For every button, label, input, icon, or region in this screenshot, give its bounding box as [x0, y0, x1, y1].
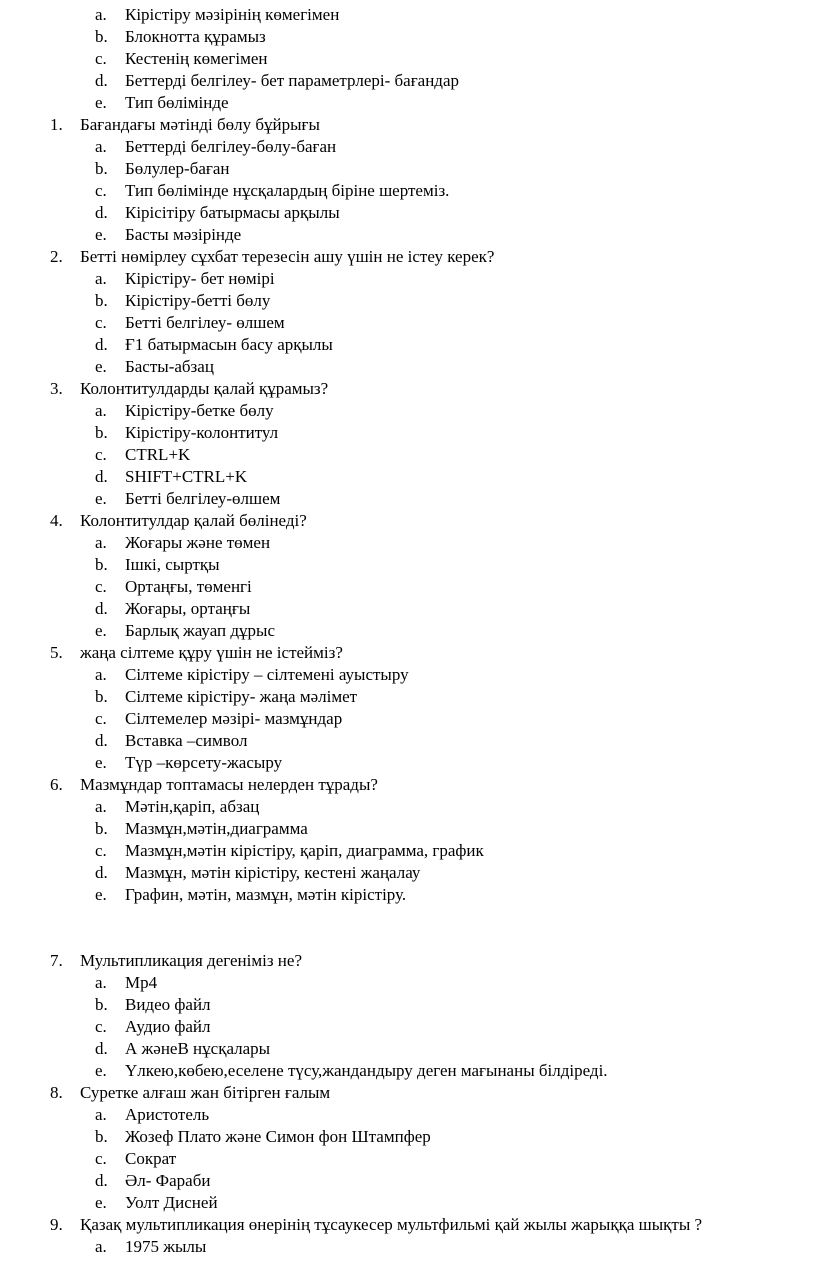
option-text: 1975 жылы	[125, 1237, 207, 1256]
option-letter: e.	[95, 489, 107, 508]
option-line	[0, 224, 816, 246]
option-text: Уолт Дисней	[125, 1193, 218, 1212]
question-number: 9.	[50, 1215, 63, 1234]
option-letter: d.	[95, 863, 108, 882]
question-number: 5.	[50, 643, 63, 662]
option-letter: a.	[95, 269, 107, 288]
option-text: Басты мәзірінде	[125, 225, 242, 244]
question-line	[0, 378, 816, 400]
option-line	[0, 466, 816, 488]
option-line	[0, 488, 816, 510]
option-text: Әл- Фараби	[125, 1171, 211, 1190]
option-line	[0, 862, 816, 884]
option-text: Кірісітіру батырмасы арқылы	[125, 203, 340, 222]
option-line	[0, 158, 816, 180]
option-line	[0, 400, 816, 422]
option-text: Кірістіру- бет нөмірі	[125, 269, 275, 288]
option-letter: a.	[95, 401, 107, 420]
option-text: Жоғары, ортаңғы	[125, 599, 251, 618]
option-text: Барлық жауап дұрыс	[125, 621, 275, 640]
option-letter: d.	[95, 1171, 108, 1190]
question-number: 4.	[50, 511, 63, 530]
option-line	[0, 1170, 816, 1192]
option-text: Мазмұн, мәтін кірістіру, кестені жаңалау	[125, 863, 421, 882]
question-item	[0, 642, 816, 774]
option-letter: c.	[95, 181, 107, 200]
option-text: Жоғары және төмен	[125, 533, 271, 552]
option-line	[0, 598, 816, 620]
option-line	[0, 1038, 816, 1060]
option-line	[0, 422, 816, 444]
question-number: 8.	[50, 1083, 63, 1102]
option-letter: b.	[95, 687, 108, 706]
option-line	[0, 48, 816, 70]
option-text: Жозеф Плато және Симон фон Штампфер	[125, 1127, 431, 1146]
option-line	[0, 884, 816, 906]
question-item	[0, 1082, 816, 1214]
option-text: Сократ	[125, 1149, 177, 1168]
option-text: Тип бөлімінде нұсқалардың біріне шертеміз.	[125, 181, 450, 200]
option-line	[0, 356, 816, 378]
option-line	[0, 1192, 816, 1214]
option-letter: c.	[95, 841, 107, 860]
question-text: Колонтитулдарды қалай құрамыз?	[80, 379, 329, 398]
option-letter: e.	[95, 1193, 107, 1212]
option-text: Блокнотта құрамыз	[125, 27, 266, 46]
option-text: Кірістіру мәзірінің көмегімен	[125, 5, 340, 24]
option-line	[0, 532, 816, 554]
question-item	[0, 1214, 816, 1258]
question-item	[0, 378, 816, 510]
question-line	[0, 1214, 816, 1236]
option-line	[0, 994, 816, 1016]
option-letter: c.	[95, 49, 107, 68]
option-letter: b.	[95, 555, 108, 574]
option-text: Кірістіру-бетке бөлу	[125, 401, 274, 420]
question-number: 6.	[50, 775, 63, 794]
question-line	[0, 510, 816, 532]
option-letter: b.	[95, 423, 108, 442]
question-text: Мультипликация дегеніміз не?	[80, 951, 302, 970]
option-letter: c.	[95, 709, 107, 728]
option-line	[0, 1126, 816, 1148]
option-line	[0, 180, 816, 202]
question-line	[0, 246, 816, 268]
option-line	[0, 972, 816, 994]
option-text: CTRL+K	[125, 445, 191, 464]
option-line	[0, 202, 816, 224]
question-text: Бағандағы мәтінді бөлу бұйрығы	[80, 115, 320, 134]
option-letter: d.	[95, 1039, 108, 1058]
option-letter: e.	[95, 1061, 107, 1080]
option-text: Ішкі, сыртқы	[125, 555, 220, 574]
question-text: жаңа сілтеме құру үшін не істейміз?	[80, 643, 343, 662]
option-line	[0, 730, 816, 752]
option-letter: c.	[95, 1149, 107, 1168]
question-text: Суретке алғаш жан бітірген ғалым	[80, 1083, 331, 1102]
option-line	[0, 664, 816, 686]
option-text: Басты-абзац	[125, 357, 214, 376]
option-text: Мр4	[125, 973, 158, 992]
option-line	[0, 1060, 816, 1082]
option-text: Мазмұн,мәтін кірістіру, қаріп, диаграмма, график	[125, 841, 484, 860]
question-item	[0, 114, 816, 246]
question-line	[0, 642, 816, 664]
question-line	[0, 950, 816, 972]
option-letter: b.	[95, 819, 108, 838]
option-text: Вставка –символ	[125, 731, 248, 750]
option-line	[0, 752, 816, 774]
questions-list	[0, 114, 816, 1258]
option-line	[0, 444, 816, 466]
option-text: Мәтін,қаріп, абзац	[125, 797, 260, 816]
option-line	[0, 686, 816, 708]
option-line	[0, 708, 816, 730]
option-letter: d.	[95, 731, 108, 750]
option-letter: e.	[95, 357, 107, 376]
option-text: Бетті белгілеу- өлшем	[125, 313, 285, 332]
option-letter: d.	[95, 599, 108, 618]
question-number: 1.	[50, 115, 63, 134]
option-letter: d.	[95, 203, 108, 222]
option-text: Беттерді белгілеу- бет параметрлері- бағандар	[125, 71, 459, 90]
question-text: Қазақ мультипликация өнерінің тұсаукесер мультфильмі қай жылы жарыққа шықты ?	[80, 1215, 703, 1234]
option-text: Кестенің көмегімен	[125, 49, 268, 68]
question-text: Бетті нөмірлеу сұхбат терезесін ашу үшін не істеу керек?	[80, 247, 495, 266]
option-line	[0, 1104, 816, 1126]
option-line	[0, 840, 816, 862]
option-line	[0, 1148, 816, 1170]
option-line	[0, 92, 816, 114]
option-letter: b.	[95, 995, 108, 1014]
question-number: 3.	[50, 379, 63, 398]
option-letter: e.	[95, 885, 107, 904]
option-line	[0, 334, 816, 356]
option-text: Видео файл	[125, 995, 211, 1014]
option-text: Түр –көрсету-жасыру	[125, 753, 283, 772]
option-line	[0, 312, 816, 334]
option-letter: a.	[95, 665, 107, 684]
question-item	[0, 774, 816, 906]
option-line	[0, 70, 816, 92]
option-line	[0, 1236, 816, 1258]
question-number: 7.	[50, 951, 63, 970]
option-text: Аристотель	[125, 1105, 210, 1124]
option-letter: e.	[95, 93, 107, 112]
option-letter: a.	[95, 1237, 107, 1256]
question-line	[0, 1082, 816, 1104]
question-item	[0, 246, 816, 378]
option-letter: d.	[95, 71, 108, 90]
option-text: Беттерді белгілеу-бөлу-баған	[125, 137, 337, 156]
option-text: А жәнеВ нұсқалары	[125, 1039, 271, 1058]
option-text: Ортаңғы, төменгі	[125, 577, 252, 596]
option-line	[0, 26, 816, 48]
option-letter: a.	[95, 973, 107, 992]
option-text: Сілтемелер мәзірі- мазмұндар	[125, 709, 343, 728]
option-text: Аудио файл	[125, 1017, 211, 1036]
option-line	[0, 4, 816, 26]
option-text: Кірістіру-бетті бөлу	[125, 291, 271, 310]
orphan-options-list	[0, 4, 816, 114]
option-letter: a.	[95, 5, 107, 24]
option-text: Ғ1 батырмасын басу арқылы	[125, 335, 333, 354]
option-letter: c.	[95, 445, 107, 464]
question-line	[0, 774, 816, 796]
option-line	[0, 136, 816, 158]
option-text: SHIFT+CTRL+K	[125, 467, 248, 486]
question-item	[0, 950, 816, 1082]
question-item	[0, 510, 816, 642]
option-text: Бетті белгілеу-өлшем	[125, 489, 281, 508]
option-letter: a.	[95, 137, 107, 156]
option-line	[0, 290, 816, 312]
question-text: Мазмұндар топтамасы нелерден тұрады?	[80, 775, 378, 794]
option-text: Тип бөлімінде	[125, 93, 229, 112]
option-text: Кірістіру-колонтитул	[125, 423, 279, 442]
option-letter: b.	[95, 159, 108, 178]
option-letter: b.	[95, 1127, 108, 1146]
option-text: Үлкею,көбею,еселене түсу,жандандыру деген мағынаны білдіреді.	[125, 1061, 608, 1080]
option-letter: d.	[95, 467, 108, 486]
option-line	[0, 1016, 816, 1038]
option-text: Сілтеме кірістіру – сілтемені ауыстыру	[125, 665, 409, 684]
option-text: Сілтеме кірістіру- жаңа мәлімет	[125, 687, 358, 706]
option-line	[0, 576, 816, 598]
option-letter: a.	[95, 797, 107, 816]
option-letter: d.	[95, 335, 108, 354]
question-number: 2.	[50, 247, 63, 266]
option-letter: b.	[95, 27, 108, 46]
option-letter: b.	[95, 291, 108, 310]
option-line	[0, 554, 816, 576]
option-text: Графин, мәтін, мазмұн, мәтін кірістіру.	[125, 885, 407, 904]
option-letter: e.	[95, 225, 107, 244]
option-letter: e.	[95, 753, 107, 772]
option-line	[0, 796, 816, 818]
option-letter: c.	[95, 577, 107, 596]
option-line	[0, 818, 816, 840]
option-letter: a.	[95, 533, 107, 552]
question-line	[0, 114, 816, 136]
option-letter: a.	[95, 1105, 107, 1124]
option-text: Бөлулер-баған	[125, 159, 230, 178]
option-line	[0, 620, 816, 642]
option-letter: c.	[95, 1017, 107, 1036]
option-line	[0, 268, 816, 290]
option-letter: c.	[95, 313, 107, 332]
option-letter: e.	[95, 621, 107, 640]
question-text: Колонтитулдар қалай бөлінеді?	[80, 511, 307, 530]
option-text: Мазмұн,мәтін,диаграмма	[125, 819, 308, 838]
